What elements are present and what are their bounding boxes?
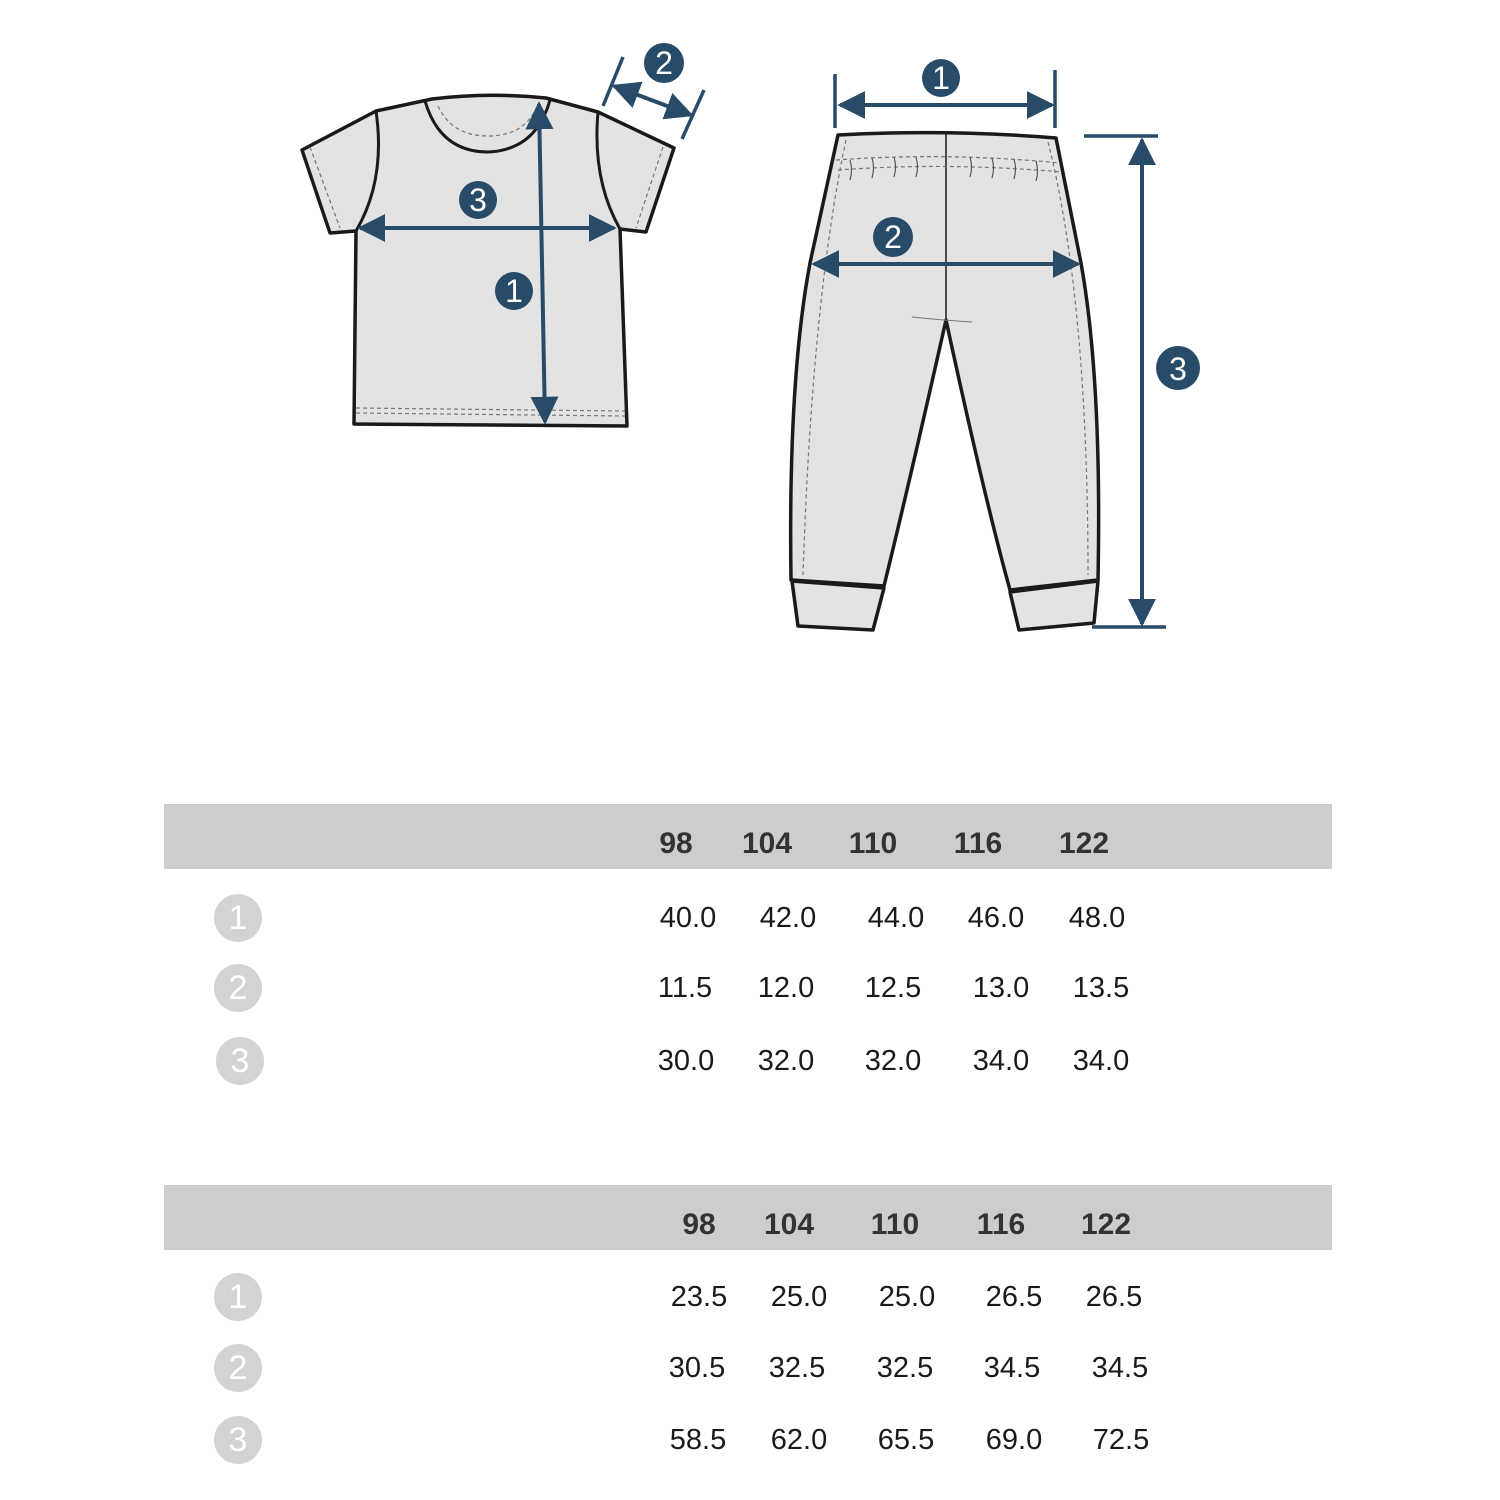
tshirt-body (302, 95, 674, 426)
measurement-cell: 13.0 (972, 972, 1030, 1004)
measurement-cell: 25.0 (770, 1281, 828, 1313)
row-marker-badge: 3 (216, 1037, 264, 1085)
tshirt-drawing (302, 43, 704, 426)
tshirt-marker-1 (495, 272, 533, 310)
measurement-cell: 42.0 (759, 902, 817, 934)
pants-left-cuff (792, 581, 884, 630)
size-header: 104 (763, 1208, 815, 1241)
measurement-cell: 12.0 (757, 972, 815, 1004)
measurement-cell: 62.0 (770, 1424, 828, 1456)
size-header: 98 (659, 827, 693, 860)
measurement-cell: 69.0 (985, 1424, 1043, 1456)
measurement-cell: 30.5 (668, 1352, 726, 1384)
table-row (164, 1025, 1332, 1097)
size-header: 116 (953, 827, 1003, 860)
size-header: 110 (870, 1208, 920, 1241)
measurement-cell: 13.5 (1072, 972, 1130, 1004)
size-header: 104 (741, 827, 793, 860)
row-marker-badge: 3 (214, 1416, 262, 1464)
measurement-cell: 23.5 (670, 1281, 728, 1313)
size-header: 116 (976, 1208, 1026, 1241)
table-row (164, 1261, 1332, 1333)
svg-text:2: 2 (655, 45, 673, 81)
row-marker-badge: 2 (214, 964, 262, 1012)
measurement-cell: 34.5 (1091, 1352, 1149, 1384)
svg-text:3: 3 (1169, 351, 1187, 387)
table-row (164, 952, 1332, 1024)
table-row (164, 1332, 1332, 1404)
pants-marker-3 (1156, 346, 1200, 390)
pants-drawing (791, 59, 1200, 630)
measurement-cell: 32.0 (864, 1045, 922, 1077)
tshirt-sleeve-arrow (614, 86, 691, 115)
measurement-cell: 46.0 (967, 902, 1025, 934)
measurement-cell: 72.5 (1092, 1424, 1150, 1456)
measurement-cell: 26.5 (1085, 1281, 1143, 1313)
row-marker-badge: 1 (214, 894, 262, 942)
table-header (164, 1185, 1332, 1250)
svg-text:1: 1 (932, 60, 950, 96)
size-header: 98 (682, 1208, 716, 1241)
measurement-cell: 11.5 (657, 972, 713, 1004)
tshirt-marker-2 (644, 43, 684, 83)
svg-text:2: 2 (884, 219, 902, 255)
measurement-cell: 12.5 (864, 972, 922, 1004)
measurement-cell: 32.5 (768, 1352, 826, 1384)
measurement-cell: 32.0 (757, 1045, 815, 1077)
size-header: 122 (1080, 1208, 1132, 1241)
pants-marker-2 (873, 217, 913, 257)
measurement-cell: 30.0 (657, 1045, 715, 1077)
pants-marker-1 (922, 59, 960, 97)
measurement-cell: 40.0 (659, 902, 717, 934)
tshirt-sleeve-tick-left (603, 57, 623, 106)
measurement-cell: 34.5 (983, 1352, 1041, 1384)
measurement-cell: 32.5 (876, 1352, 934, 1384)
table-row (164, 882, 1332, 954)
table-row (164, 1404, 1332, 1476)
tshirt-marker-3 (459, 181, 497, 219)
size-header: 122 (1058, 827, 1110, 860)
pants-body (791, 133, 1099, 590)
measurement-cell: 65.5 (877, 1424, 935, 1456)
svg-text:1: 1 (505, 273, 523, 309)
size-header: 110 (848, 827, 898, 860)
measurement-cell: 34.0 (972, 1045, 1030, 1077)
svg-text:3: 3 (469, 182, 487, 218)
measurement-cell: 26.5 (985, 1281, 1043, 1313)
row-marker-badge: 2 (214, 1344, 262, 1392)
measurement-cell: 58.5 (669, 1424, 727, 1456)
garment-illustration (0, 0, 1500, 700)
measurement-cell: 34.0 (1072, 1045, 1130, 1077)
row-marker-badge: 1 (214, 1273, 262, 1321)
measurement-cell: 44.0 (867, 902, 925, 934)
measurement-cell: 25.0 (878, 1281, 936, 1313)
measurement-cell: 48.0 (1068, 902, 1126, 934)
table-header (164, 804, 1332, 869)
